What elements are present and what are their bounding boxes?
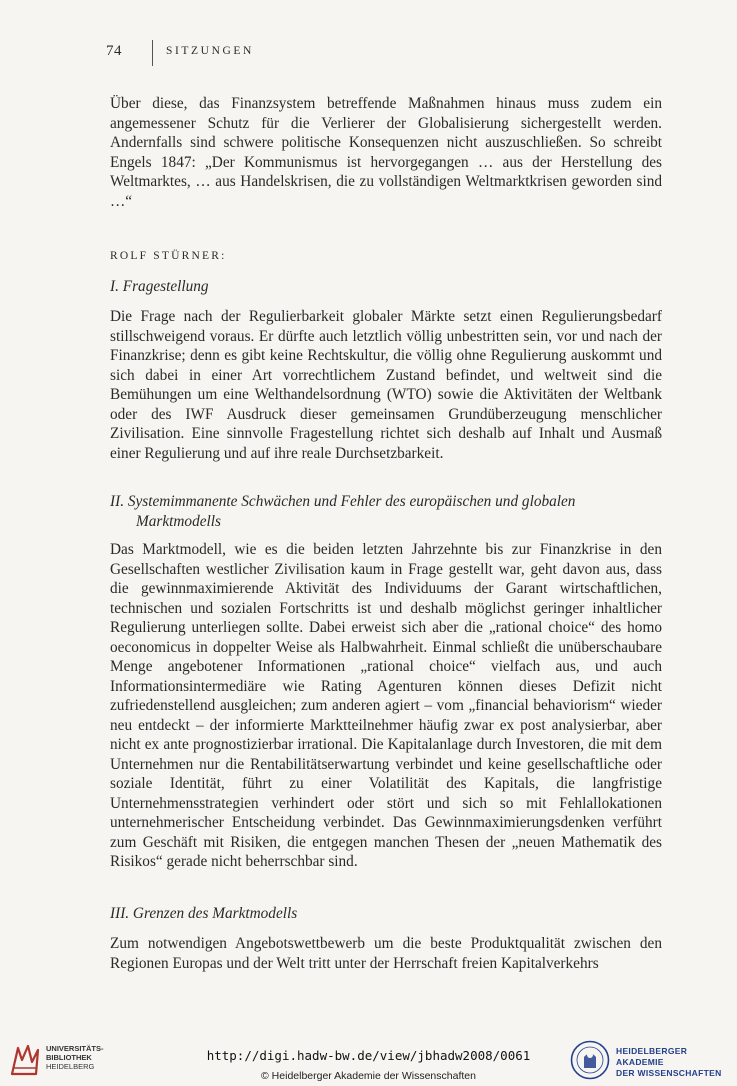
section-3-paragraph: Zum notwendigen Angebotswettbewerb um die beste Produktqualität zwischen den Regionen Europas und der Welt tritt unter der Herrschaft freien Kapitalverkehrs bbox=[110, 935, 662, 972]
library-line-2: BIBLIOTHEK bbox=[46, 1053, 92, 1062]
running-head: SITZUNGEN bbox=[166, 45, 254, 57]
section-2-paragraph: Das Marktmodell, wie es die beiden letzten Jahrzehnte bis zur Finanzkrise in den Gesellschaften westlicher Zivilisation kaum in Frage gestellt war, geht davon aus, dass die gewinnmaximierende Aktivität des Individuums der Garant wirtschaftlichen, technischen und sozialen Fortschritts ist und deshalb möglichst geringer inhaltlicher Regulierung unterliegen sollte. Dabei erweist sich aber die „rational choice“ des homo oeconomicus in doppelter Weise als Halbwahrheit. Einmal schließt die unüberschaubare Menge angebotener Informationen „rational choice“ vielfach aus, und auch Informationsintermediäre wie Rating Agenturen können dieses Defizit nicht zufriedenstellend ausgleichen; zum anderen agiert – vom „financial behaviorism“ wieder neu entdeckt – der informierte Marktteilnehmer häufig zwar ex post analysierbar, aber nicht ex ante prognostizierbar irrational. Die Kapitalanlage durch Investoren, die mit dem Unternehmen nur die Rentabilitätserwartung verbindet und keine gesellschaftliche oder soziale Identität, führt zu einer Volatilität des Kapitals, die langfristige Unternehmensstrategien verhindert oder stört und sich so mit Fehlallokationen unternehmerischer Entscheidung verbindet. Das Gewinnmaximierungsdenken verführt zum Geschäft mit Risiken, die entgegen manchen Thesen der „neuen Mathematik des Risikos“ gerade nicht beherrschbar sind. bbox=[110, 541, 662, 870]
section-1-paragraph: Die Frage nach der Regulierbarkeit globaler Märkte setzt einen Regulierungsbedarf stillschweigend voraus. Er dürfte auch letztlich völlig unbestritten sein, vor und nach der Finanzkrise; denn es gibt keine Rechtskultur, die völlig ohne Regulierung auskommt und sich dabei in einer Art vorrechtlichem Zustand befindet, und weltweit sind die Bemühungen um eine Welthandelsordnung (WTO) sowie die Aktivitäten der Weltbank oder des IWF Ausdruck dieser gemeinsamen Grundüberzeugung menschlicher Zivilisation. Eine sinnvolle Fragestellung richtet sich deshalb auf Inhalt und Ausmaß einer Regulierung und auf ihre reale Durchsetzbarkeit. bbox=[110, 308, 662, 462]
section-2-body bbox=[110, 540, 662, 872]
section-heading-1: I. Fragestellung bbox=[110, 278, 209, 295]
intro-text: Über diese, das Finanzsystem betreffende Maßnahmen hinaus muss zudem ein angemessener Schutz für die Verlierer der Globalisierung sichergestellt werden. Andernfalls sind schwere politische Konsequenzen nicht auszuschließen. So schreibt Engels 1847: „Der Kommunismus ist hervorgegangen … aus der Herstellung des Weltmarktes, … aus Handelskrisen, die zu vollständigen Weltmarktkrisen geworden sind …“ bbox=[110, 95, 662, 210]
source-url-link[interactable]: http://digi.hadw-bw.de/view/jbhadw2008/0061 bbox=[206, 1048, 531, 1063]
academy-name bbox=[616, 1046, 737, 1079]
library-line-3: HEIDELBERG bbox=[46, 1062, 95, 1071]
section-3-body bbox=[110, 934, 662, 973]
header-divider bbox=[152, 40, 153, 66]
section-heading-3: III. Grenzen des Marktmodells bbox=[110, 905, 298, 922]
copyright-notice: © Heidelberger Akademie der Wissenschaften bbox=[261, 1070, 476, 1082]
academy-seal-icon bbox=[570, 1040, 610, 1080]
page-number: 74 bbox=[106, 43, 122, 59]
academy-line-1: HEIDELBERGER AKADEMIE bbox=[616, 1046, 688, 1067]
digitization-footer bbox=[0, 1030, 737, 1086]
library-line-1: UNIVERSITÄTS- bbox=[46, 1044, 104, 1053]
speaker-name: ROLF STÜRNER: bbox=[110, 250, 227, 262]
page-header bbox=[106, 40, 666, 70]
section-1-body bbox=[110, 307, 662, 463]
academy-line-2: DER WISSENSCHAFTEN bbox=[616, 1068, 722, 1078]
section-heading-2: II. Systemimmanente Schwächen und Fehler des europäischen und globalen Marktmodells bbox=[110, 493, 576, 530]
intro-paragraph bbox=[110, 94, 662, 211]
